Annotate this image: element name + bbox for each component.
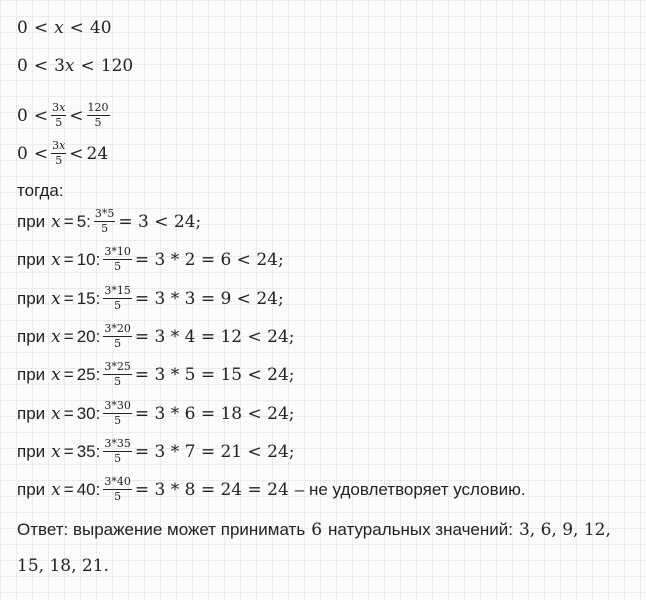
fraction	[103, 246, 132, 273]
operator: <	[69, 143, 84, 164]
case-value: 30:	[76, 403, 101, 423]
operator: <	[33, 56, 49, 76]
case-prefix: при	[17, 441, 46, 461]
case-line	[17, 400, 295, 427]
fraction	[51, 102, 66, 129]
case-prefix: при	[17, 479, 46, 499]
denominator: 5	[55, 154, 63, 167]
case-line	[17, 476, 526, 503]
fraction	[94, 208, 116, 235]
equals: =	[63, 288, 74, 308]
case-value: 20:	[76, 326, 101, 346]
denominator: 5	[101, 222, 109, 235]
case-line	[17, 208, 201, 235]
variable: x	[51, 288, 61, 309]
case-prefix: при	[17, 211, 46, 231]
value-b: 24	[86, 143, 109, 164]
operator: <	[33, 105, 49, 126]
case-value: 35:	[76, 441, 101, 461]
denominator: 5	[114, 452, 122, 465]
value-a: 0	[17, 143, 28, 164]
numerator: 3*20	[104, 322, 131, 335]
operator: <	[69, 18, 84, 38]
fraction	[103, 323, 132, 350]
value-a: 0	[17, 18, 28, 38]
numerator: 3*35	[104, 437, 131, 450]
fraction	[103, 438, 132, 465]
value-a: 0	[17, 56, 28, 76]
case-line	[17, 285, 284, 312]
inequality-line-4	[17, 140, 108, 167]
inequality-line-1	[17, 18, 112, 38]
fraction	[103, 476, 132, 503]
fraction	[103, 400, 132, 427]
value-b: 40	[89, 18, 112, 38]
variable: x	[54, 18, 64, 38]
case-result: = 3 * 2 = 6 < 24;	[134, 249, 284, 270]
case-result: = 3 * 5 = 15 < 24;	[134, 364, 295, 385]
equals: =	[63, 326, 74, 346]
numerator: 120	[87, 101, 109, 114]
answer-text: Ответ: выражение может принимать	[17, 520, 306, 539]
answer-values: 15, 18, 21.	[17, 556, 109, 576]
answer-line-1	[17, 520, 611, 540]
variable: x	[51, 211, 61, 232]
case-value: 25:	[76, 364, 101, 384]
denominator: 5	[55, 116, 63, 129]
value-a: 0	[17, 105, 28, 126]
variable: x	[51, 479, 61, 500]
equals: =	[63, 403, 74, 423]
then-label-line	[17, 181, 64, 201]
case-result: = 3 * 8 = 24 = 24	[134, 479, 289, 500]
case-value: 5:	[76, 211, 91, 231]
fraction	[103, 285, 132, 312]
case-line	[17, 361, 295, 388]
case-prefix: при	[17, 249, 46, 269]
answer-line-2	[17, 556, 109, 576]
denominator: 5	[94, 116, 102, 129]
numerator-variable: x	[59, 101, 66, 114]
coefficient: 3	[54, 56, 65, 76]
case-value: 15:	[76, 288, 101, 308]
denominator: 5	[114, 260, 122, 273]
case-prefix: при	[17, 364, 46, 384]
then-label: тогда:	[17, 181, 64, 200]
denominator: 5	[114, 375, 122, 388]
variable: x	[51, 326, 61, 347]
value-b: 120	[100, 56, 134, 76]
equals: =	[63, 364, 74, 384]
answer-count: 6	[311, 520, 323, 540]
numerator: 3*10	[104, 245, 131, 258]
equals: =	[63, 479, 74, 499]
operator: <	[33, 18, 49, 38]
operator: <	[33, 143, 49, 164]
case-result: = 3 * 7 = 21 < 24;	[134, 441, 295, 462]
fraction	[103, 361, 132, 388]
denominator: 5	[114, 490, 122, 503]
numerator: 3*40	[104, 475, 131, 488]
equals: =	[63, 211, 74, 231]
case-result: = 3 * 3 = 9 < 24;	[134, 288, 284, 309]
case-line	[17, 438, 295, 465]
fraction	[87, 102, 110, 129]
numerator: 3*15	[104, 284, 131, 297]
denominator: 5	[114, 337, 122, 350]
denominator: 5	[114, 299, 122, 312]
case-note: – не удовлетворяет условию.	[294, 479, 526, 499]
numerator: 3	[52, 101, 60, 114]
denominator: 5	[114, 414, 122, 427]
variable: x	[64, 56, 75, 76]
answer-text-2: натуральных значений:	[328, 520, 513, 539]
inequality-line-2	[17, 56, 133, 76]
case-line	[17, 323, 295, 350]
case-prefix: при	[17, 403, 46, 423]
case-value: 40:	[76, 479, 101, 499]
numerator: 3*30	[104, 399, 131, 412]
case-result: = 3 * 4 = 12 < 24;	[134, 326, 295, 347]
variable: x	[51, 249, 61, 270]
case-line	[17, 246, 284, 273]
inequality-line-3	[17, 102, 113, 129]
case-result: = 3 * 6 = 18 < 24;	[134, 403, 295, 424]
operator: <	[69, 105, 84, 126]
fraction	[51, 140, 66, 167]
variable: x	[51, 403, 61, 424]
case-result: = 3 < 24;	[118, 211, 202, 232]
numerator-variable: x	[59, 139, 66, 152]
case-prefix: при	[17, 326, 46, 346]
case-prefix: при	[17, 288, 46, 308]
case-value: 10:	[76, 249, 101, 269]
equals: =	[63, 441, 74, 461]
answer-values: 3, 6, 9, 12,	[518, 520, 611, 540]
numerator: 3	[52, 139, 60, 152]
equals: =	[63, 249, 74, 269]
variable: x	[51, 364, 61, 385]
operator: <	[80, 56, 95, 76]
numerator: 3*5	[94, 207, 115, 220]
variable: x	[51, 441, 61, 462]
numerator: 3*25	[104, 360, 131, 373]
